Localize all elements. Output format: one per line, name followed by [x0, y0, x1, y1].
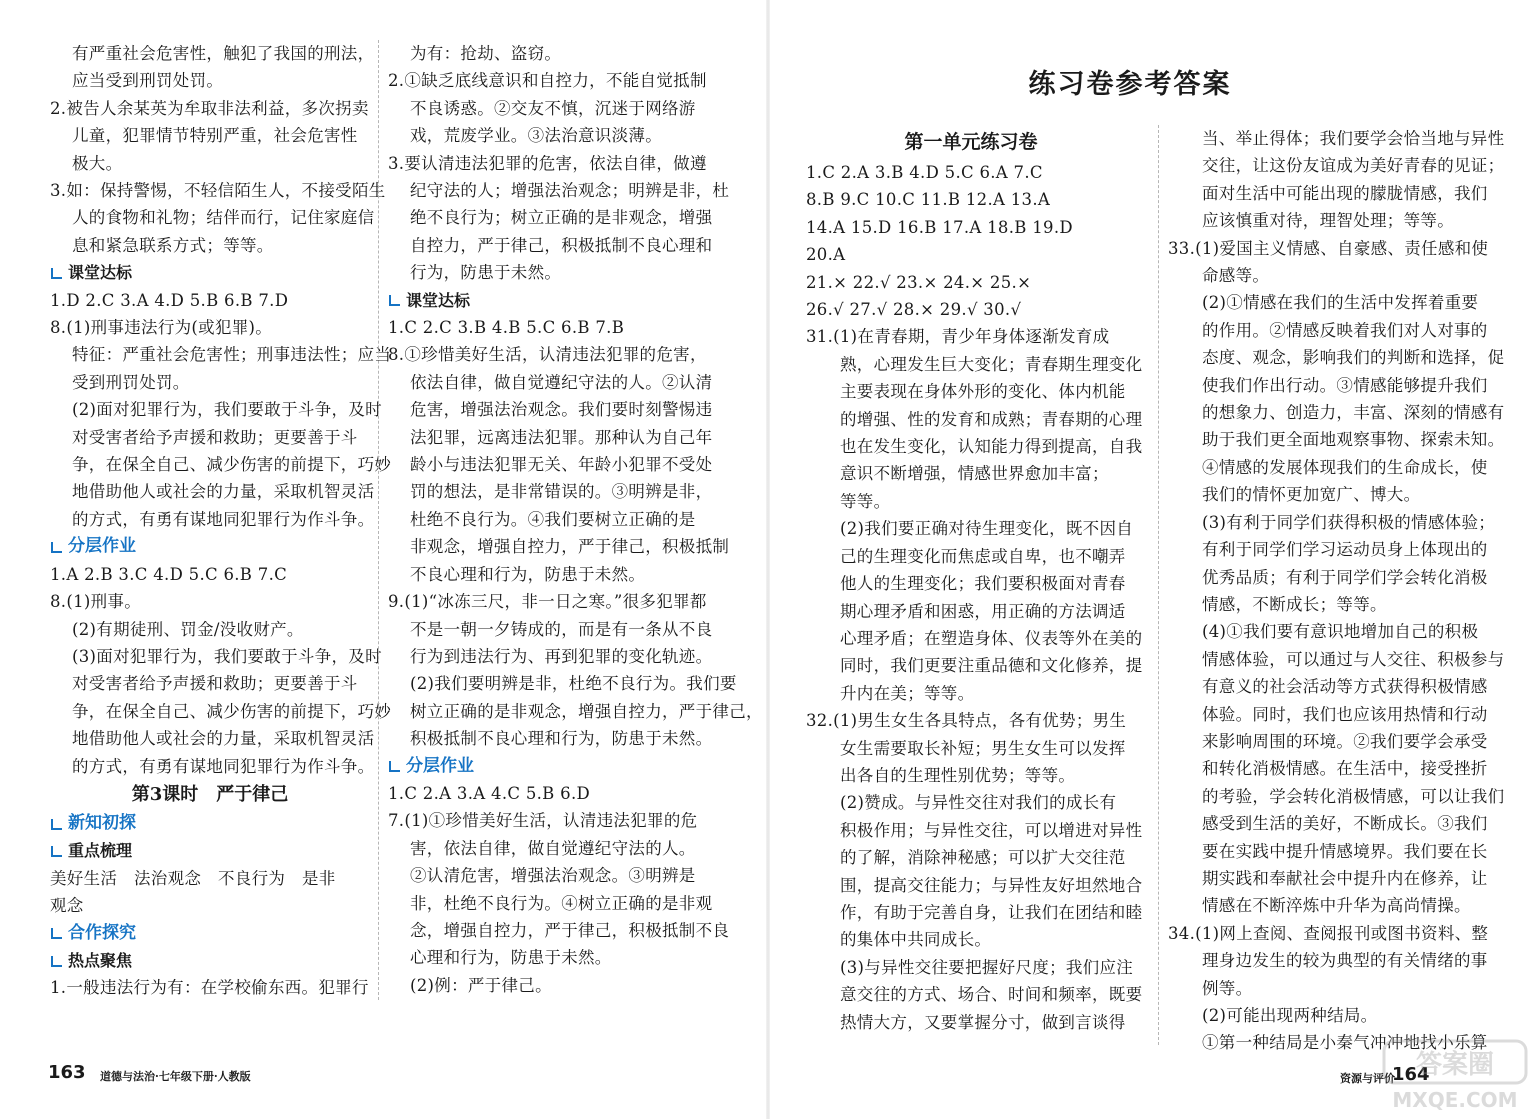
page-number-left: 163	[48, 1062, 86, 1083]
answer-line: 26.√ 27.√ 28.× 29.√ 30.√	[806, 300, 1022, 320]
section-marker-icon	[50, 540, 64, 554]
answer-line: 女生需要取长补短；男生女生可以发挥	[840, 738, 1126, 758]
answer-line: 积极作用；与异性交往，可以增进对异性	[840, 820, 1143, 840]
answer-line: 害，依法自律，做自觉遵纪守法的人。	[410, 838, 696, 858]
answer-line: 期实践和奉献社会中提升内在修养，让	[1202, 868, 1488, 888]
right-page-column-3-wrap	[806, 125, 1143, 1036]
answer-line: 心理矛盾；在塑造身体、仪表等外在美的	[840, 628, 1143, 648]
answer-line: 和转化消极情感。在生活中，接受挫折	[1202, 759, 1488, 779]
answer-line: (2)面对犯罪行为，我们要敢于斗争，及时	[72, 400, 382, 420]
answer-line: 期心理矛盾和困惑，用正确的方法调适	[840, 601, 1126, 621]
section-header-label: 新知初探	[68, 812, 136, 833]
answer-line: 使我们作出行动。③情感能够提升我们	[1202, 375, 1488, 395]
answer-line: 地借助他人或社会的力量，采取机智灵活	[72, 482, 375, 502]
answer-line: 对受害者给予声援和救助；更要善于斗	[72, 674, 358, 694]
section-marker-icon	[50, 817, 64, 831]
answer-line: 美好生活 法治观念 不良行为 是非	[50, 868, 336, 888]
answer-line: 出各自的生理性别优势；等等。	[840, 765, 1076, 785]
left-page-column-1	[50, 40, 392, 1002]
answer-line: 8.(1)刑事。	[50, 592, 142, 612]
answer-line: 的集体中共同成长。	[840, 930, 992, 950]
answer-line: 龄小与违法犯罪无关、年龄小犯罪不受处	[410, 455, 713, 475]
svg-text:答案圈: 答案圈	[1415, 1050, 1495, 1080]
answer-line: (3)有利于同学们获得积极的情感体验；	[1202, 512, 1496, 532]
section-marker-icon	[50, 926, 64, 940]
answer-line: (2)赞成。与异性交往对我们的成长有	[840, 793, 1117, 813]
answer-line: 助于我们更全面地观察事物、探索未知。	[1202, 430, 1505, 450]
answer-line: 熟，心理发生巨大变化；青春期生理变化	[840, 354, 1143, 374]
answer-line: (4)①我们要有意识地增加自己的积极	[1202, 622, 1479, 642]
answer-line: (2)①情感在我们的生活中发挥着重要	[1202, 293, 1479, 313]
subsection-header	[50, 947, 370, 974]
answer-line: 有意义的社会活动等方式获得积极情感	[1202, 677, 1488, 697]
answer-line: 优秀品质；有利于同学们学会转化消极	[1202, 567, 1488, 587]
answer-line: 行为，防患于未然。	[410, 263, 562, 283]
page-number-right: 164	[1392, 1064, 1430, 1085]
section-header	[50, 533, 370, 560]
section-header	[50, 810, 370, 837]
answer-line: 地借助他人或社会的力量，采取机智灵活	[72, 729, 375, 749]
answer-line: 14.A 15.D 16.B 17.A 18.B 19.D	[806, 217, 1073, 237]
answer-line: 交往，让这份友谊成为美好青春的见证；	[1202, 156, 1505, 176]
answer-line: (2)有期徒刑、罚金/没收财产。	[72, 619, 304, 639]
answer-line: 的考验，学会转化消极情感，可以让我们	[1202, 786, 1505, 806]
answer-line: 的方式，有勇有谋地同犯罪行为作斗争。	[72, 509, 375, 529]
subsection-header	[388, 287, 718, 314]
book-spine	[766, 0, 770, 1119]
answer-line: 人的食物和礼物；结伴而行，记住家庭信	[72, 208, 375, 228]
answer-line: 9.(1)“冰冻三尺，非一日之寒。”很多犯罪都	[388, 592, 707, 612]
answer-line: 的想象力、创造力，丰富、深刻的情感有	[1202, 403, 1505, 423]
answer-line: 法犯罪，远离违法犯罪。那种认为自己年	[410, 427, 713, 447]
answer-line: 21.× 22.√ 23.× 24.× 25.×	[806, 272, 1032, 292]
answer-line: ②认清危害，增强法治观念。③明辨是	[410, 866, 696, 886]
answer-line: 树立正确的是非观念，增强自控力，严于律己，	[410, 701, 763, 721]
answer-line: 应该慎重对待，理智处理；等等。	[1202, 211, 1454, 231]
answer-line: 息和紧急联系方式；等等。	[72, 235, 274, 255]
unit-title: 第一单元练习卷	[904, 131, 1038, 153]
answer-line: 2.①缺乏底线意识和自控力，不能自觉抵制	[388, 71, 707, 91]
answer-line: 等等。	[840, 491, 891, 511]
answer-line: 的增强、性的发育和成熟；青春期的心理	[840, 409, 1143, 429]
answer-line: 有利于同学们学习运动员身上体现出的	[1202, 540, 1488, 560]
answer-line: 争，在保全自己、减少伤害的前提下，巧妙	[72, 455, 392, 475]
answer-line: 热情大方，又要掌握分寸，做到言谈得	[840, 1012, 1126, 1032]
answer-line: 绝不良行为；树立正确的是非观念，增强	[410, 208, 713, 228]
answer-line: (3)面对犯罪行为，我们要敢于斗争，及时	[72, 646, 382, 666]
answer-line: 情感，不断成长；等等。	[1202, 594, 1387, 614]
answer-line: 体验。同时，我们也应该用热情和行动	[1202, 704, 1488, 724]
answer-line: 也在发生变化，认知能力得到提高，自我	[840, 437, 1143, 457]
answer-line: 态度、观念，影响我们的判断和选择，促	[1202, 348, 1505, 368]
answer-line: 他人的生理变化；我们要积极面对青春	[840, 574, 1126, 594]
answer-line: 不良诱惑。②交友不慎，沉迷于网络游	[410, 98, 696, 118]
answer-line: (2)我们要正确对待生理变化，既不因自	[840, 519, 1134, 539]
answer-line: 主要表现在身体外形的变化、体内机能	[840, 382, 1126, 402]
answer-line: ①第一种结局是小秦气冲冲地找小乐算	[1202, 1033, 1488, 1053]
right-page-column-4	[1168, 125, 1505, 1057]
column-divider-left	[378, 40, 379, 1000]
answer-line: 应当受到刑罚处罚。	[72, 71, 224, 91]
answer-line: ④情感的发展体现我们的生命成长，使	[1202, 457, 1488, 477]
section-header-label: 重点梳理	[68, 841, 133, 861]
section-marker-icon	[50, 266, 64, 280]
column-divider-right	[1158, 125, 1159, 1045]
answer-line: 7.(1)①珍惜美好生活，认清违法犯罪的危	[388, 811, 698, 831]
section-header	[50, 920, 370, 947]
answer-line: (3)与异性交往要把握好尺度；我们应注	[840, 957, 1134, 977]
answer-line: 33.(1)爱国主义情感、自豪感、责任感和使	[1168, 238, 1489, 258]
answer-line: 念，增强自控力，严于律己，积极抵制不良	[410, 920, 730, 940]
answer-line: 1.一般违法行为有：在学校偷东西。犯罪行	[50, 978, 369, 998]
answer-line: 同时，我们更要注重品德和文化修养，提	[840, 656, 1143, 676]
answer-line: 1.A 2.B 3.C 4.D 5.C 6.B 7.C	[50, 564, 288, 584]
section-header-label: 课堂达标	[68, 263, 133, 283]
section-marker-icon	[50, 954, 64, 968]
right-page-column-3	[806, 159, 1143, 1036]
answer-line: 1.C 2.A 3.A 4.C 5.B 6.D	[388, 783, 591, 803]
section-header-label: 热点聚焦	[68, 950, 133, 970]
answer-line: 要在实践中提升情感境界。我们要在长	[1202, 841, 1488, 861]
answer-line: 34.(1)网上查阅、查阅报刊或图书资料、整	[1168, 923, 1489, 943]
answer-line: (2)可能出现两种结局。	[1202, 1006, 1378, 1025]
answer-line: 行为到违法行为、再到犯罪的变化轨迹。	[410, 646, 713, 666]
answer-line: 积极抵制不良心理和行为，防患于未然。	[410, 729, 713, 749]
answer-line: 极大。	[72, 153, 123, 173]
section-marker-icon	[50, 844, 64, 858]
answer-line: 非观念，增强自控力，严于律己，积极抵制	[410, 537, 730, 557]
answer-line: 围，提高交往能力；与异性友好坦然地合	[840, 875, 1143, 895]
answer-line: 2.被告人余某英为牟取非法利益，多次拐卖	[50, 98, 369, 118]
answer-line: 意识不断增强，情感世界愈加丰富；	[840, 464, 1109, 484]
answers-title: 练习卷参考答案	[1028, 69, 1232, 100]
answer-line: 杜绝不良行为。④我们要树立正确的是	[410, 509, 696, 529]
answer-line: (2)我们要明辨是非，杜绝不良行为。我们要	[410, 674, 737, 694]
section-header-label: 分层作业	[406, 755, 474, 776]
answer-line: 争，在保全自己、减少伤害的前提下，巧妙	[72, 701, 392, 721]
section-header	[388, 753, 718, 780]
answer-line: 8.①珍惜美好生活，认清违法犯罪的危害，	[388, 345, 707, 365]
answer-line: 非，杜绝不良行为。④树立正确的是非观	[410, 893, 713, 913]
answer-line: 的方式，有勇有谋地同犯罪行为作斗争。	[72, 756, 375, 776]
answer-line: 危害，增强法治观念。我们要时刻警惕违	[410, 400, 713, 420]
answer-line: 情感体验，可以通过与人交往、积极参与	[1202, 649, 1505, 669]
answer-line: 我们的情怀更加宽广、博大。	[1202, 485, 1421, 505]
answer-line: 的作用。②情感反映着我们对人对事的	[1202, 320, 1488, 340]
answer-line: 对受害者给予声援和救助；更要善于斗	[72, 427, 358, 447]
answer-line: 有严重社会危害性，触犯了我国的刑法，	[72, 44, 375, 63]
answer-line: 8.B 9.C 10.C 11.B 12.A 13.A	[806, 190, 1051, 210]
answer-line: 儿童，犯罪情节特别严重，社会危害性	[72, 126, 358, 146]
answer-line: 罚的想法，是非常错误的。③明辨是非，	[410, 482, 713, 502]
answer-line: 升内在美；等等。	[840, 683, 975, 703]
answer-line: 32.(1)男生女生各具特点，各有优势；男生	[806, 711, 1127, 731]
answer-line: 自控力，严于律己，积极抵制不良心理和	[410, 235, 713, 255]
answer-line: 20.A	[806, 245, 846, 265]
answer-line: 例等。	[1202, 978, 1253, 998]
footer-right: 资源与评价	[1340, 1072, 1395, 1085]
answer-line: (2)例：严于律己。	[410, 975, 552, 995]
svg-text:MXQE.COM: MXQE.COM	[1392, 1088, 1518, 1112]
subsection-header	[50, 259, 370, 286]
answer-line: 8.(1)刑事违法行为(或犯罪)。	[50, 318, 273, 338]
section-marker-icon	[388, 759, 402, 773]
answer-line: 来影响周围的环境。②我们要学会承受	[1202, 731, 1488, 751]
answer-line: 作，有助于完善自身，让我们在团结和睦	[840, 902, 1143, 922]
answer-line: 心理和行为，防患于未然。	[410, 948, 612, 968]
section-marker-icon	[388, 293, 402, 307]
answer-line: 观念	[50, 896, 84, 916]
answer-line: 己的生理变化而焦虑或自卑，也不嘲弄	[840, 546, 1126, 566]
footer-left: 道德与法治·七年级下册·人教版	[100, 1070, 251, 1083]
section-header-label: 课堂达标	[406, 290, 471, 310]
answer-line: 不是一朝一夕铸成的，而是有一条从不良	[410, 619, 713, 639]
answer-line: 理身边发生的较为典型的有关情绪的事	[1202, 951, 1488, 971]
lesson-title: 第3课时 严于律己	[131, 783, 289, 805]
answer-line: 特征：严重社会危害性；刑事违法性；应当	[72, 345, 392, 365]
answer-line: 1.D 2.C 3.A 4.D 5.B 6.B 7.D	[50, 290, 289, 310]
answer-line: 纪守法的人；增强法治观念；明辨是非，杜	[410, 181, 730, 201]
answer-line: 戏，荒废学业。③法治意识淡薄。	[410, 126, 662, 146]
answer-line: 依法自律，做自觉遵纪守法的人。②认清	[410, 372, 713, 392]
answer-line: 当、举止得体；我们要学会恰当地与异性	[1202, 129, 1505, 148]
answer-line: 1.C 2.A 3.B 4.D 5.C 6.A 7.C	[806, 163, 1043, 182]
section-header-label: 合作探究	[68, 922, 136, 943]
answer-line: 31.(1)在青春期，青少年身体逐渐发育成	[806, 327, 1110, 347]
answer-line: 感受到生活的美好，不断成长。③我们	[1202, 814, 1488, 834]
answer-line: 为有：抢劫、盗窃。	[410, 44, 562, 63]
section-header-label: 分层作业	[68, 536, 136, 557]
answer-line: 命感等。	[1202, 266, 1270, 286]
answer-line: 3.要认清违法犯罪的危害，依法自律，做遵	[388, 153, 707, 173]
answer-line: 3.如：保持警惕，不轻信陌生人，不接受陌生	[50, 181, 386, 201]
answer-line: 情感在不断淬炼中升华为高尚情操。	[1202, 896, 1471, 916]
left-page-column-2	[388, 40, 763, 999]
answer-line: 1.C 2.C 3.B 4.B 5.C 6.B 7.B	[388, 318, 625, 338]
answer-line: 不良心理和行为，防患于未然。	[410, 564, 646, 584]
answer-line: 面对生活中可能出现的朦胧情感，我们	[1202, 183, 1488, 203]
answer-line: 意交往的方式、场合、时间和频率，既要	[840, 985, 1143, 1005]
subsection-header	[50, 837, 370, 864]
answer-line: 的了解，消除神秘感；可以扩大交往范	[840, 848, 1126, 868]
watermark-logo	[1380, 1035, 1530, 1115]
answer-line: 受到刑罚处罚。	[72, 372, 190, 392]
